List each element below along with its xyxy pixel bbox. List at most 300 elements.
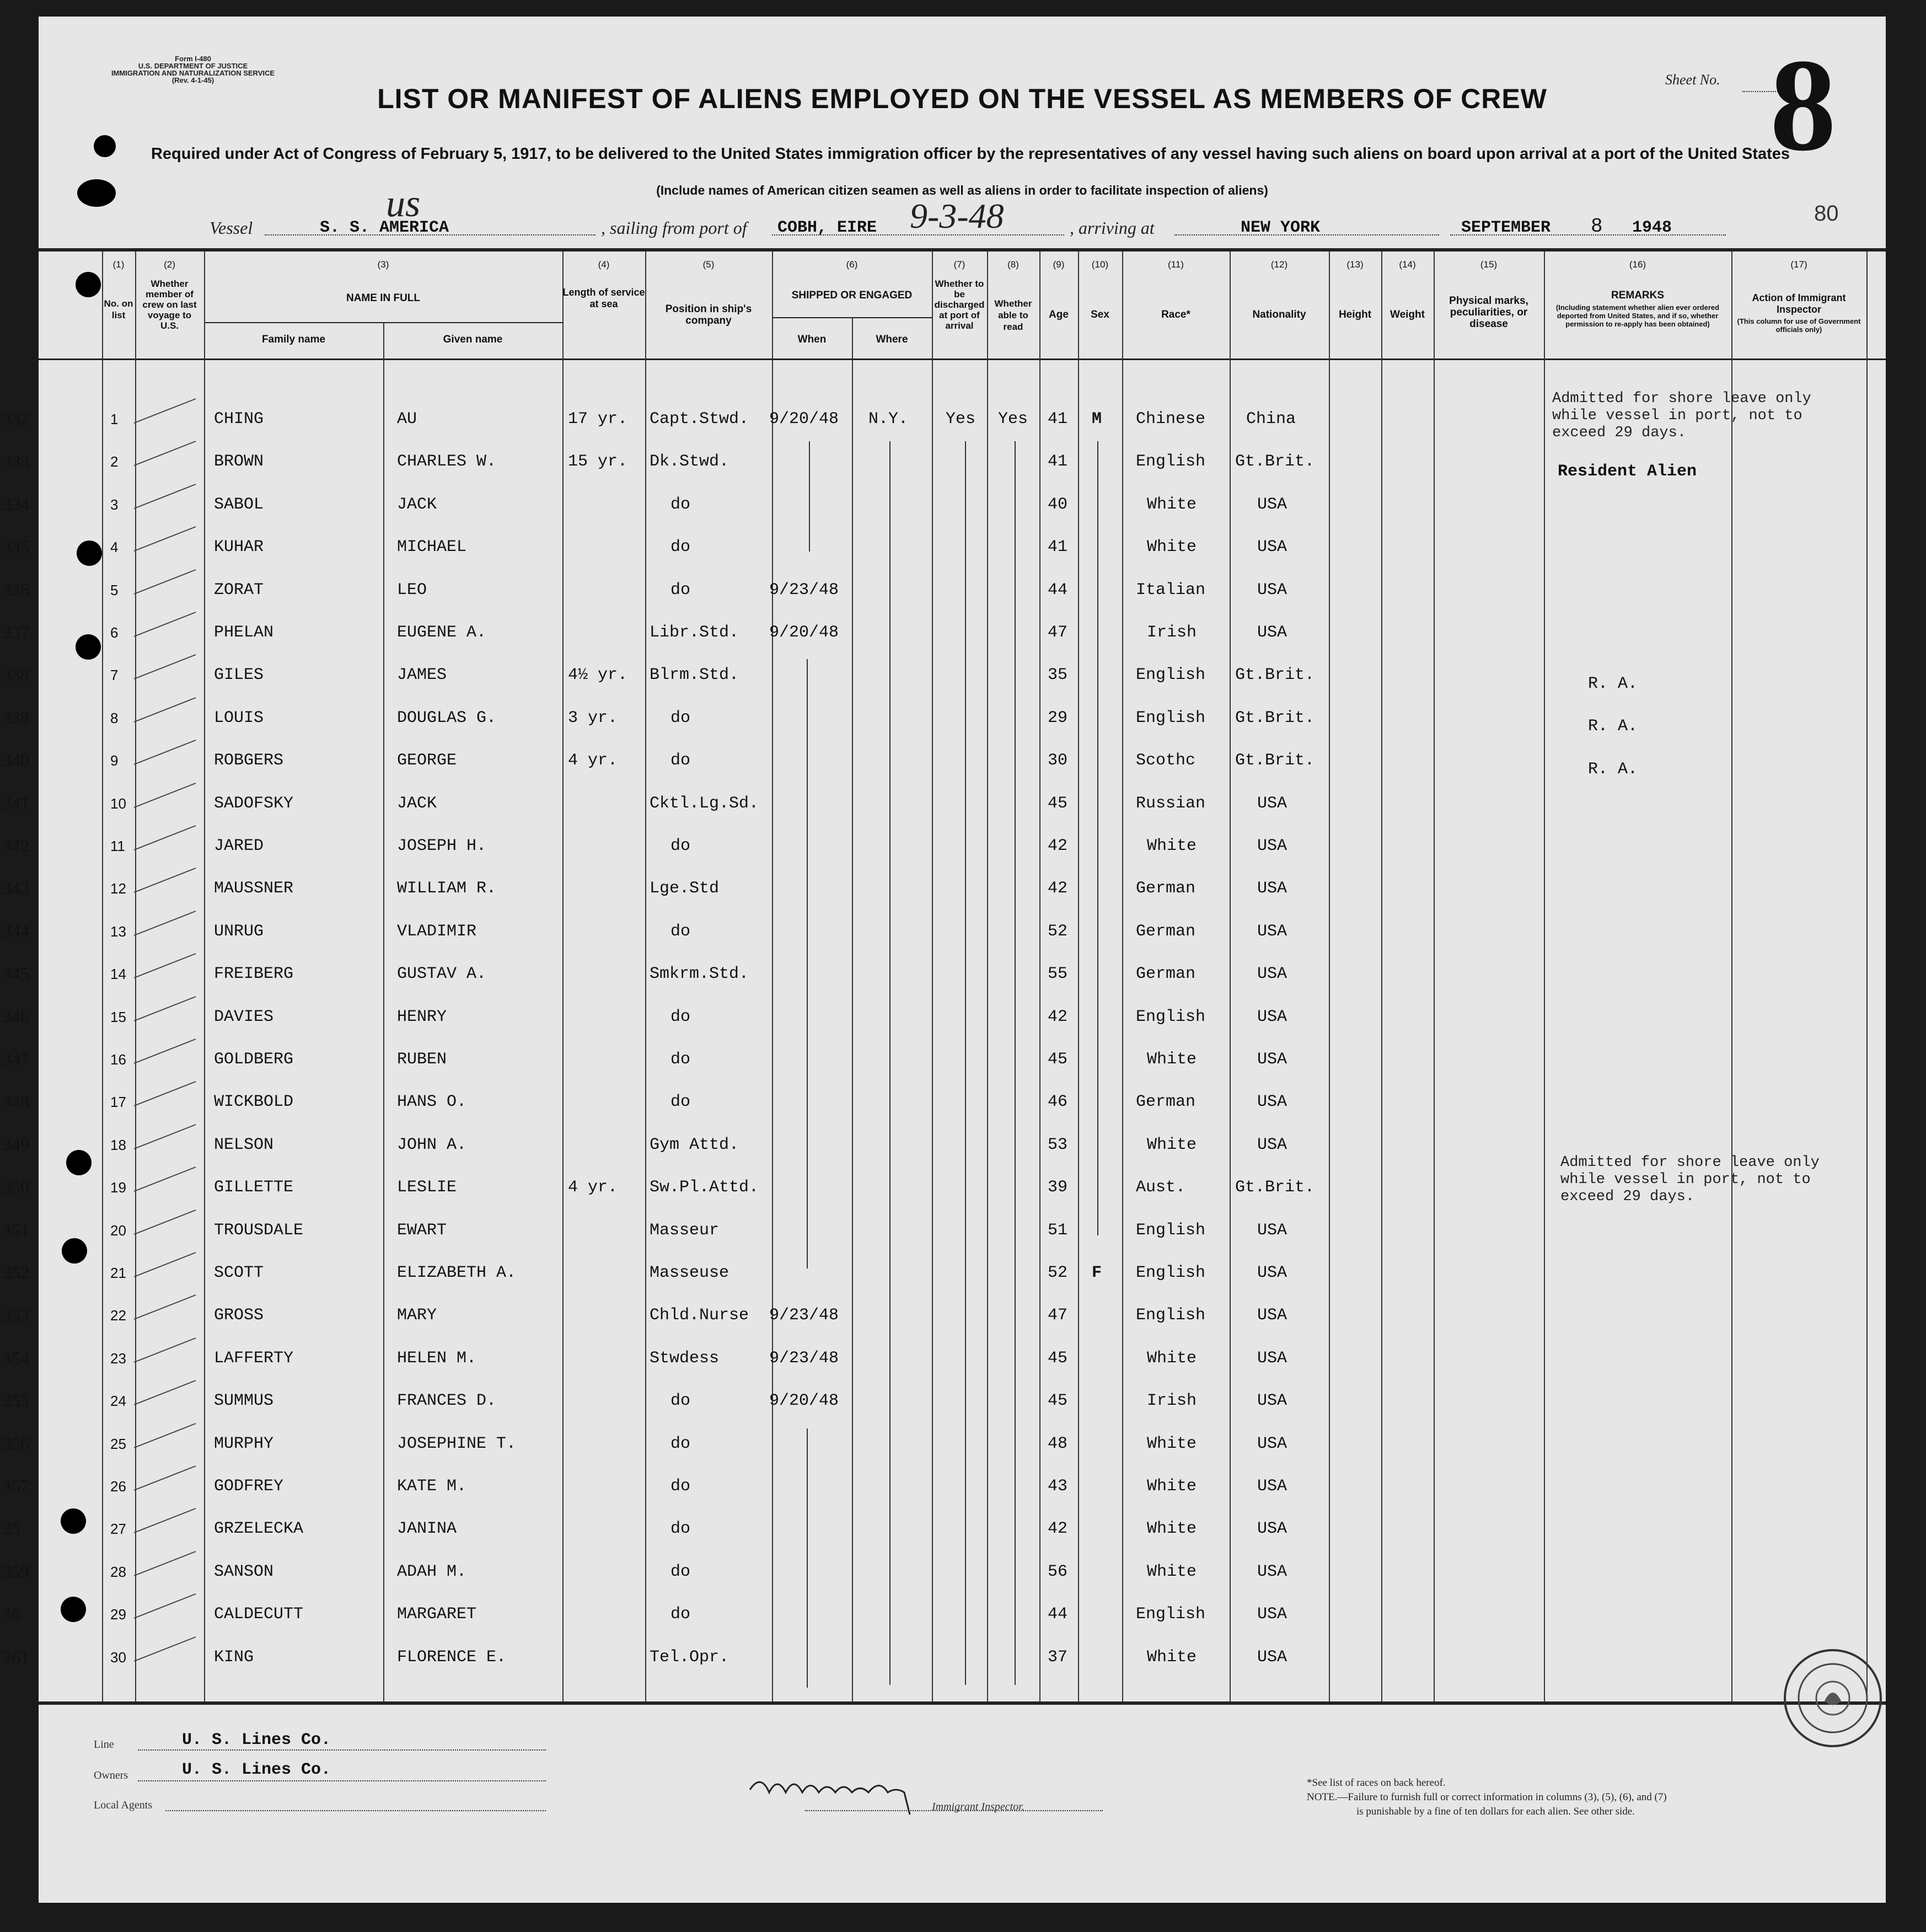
owners-value: U. S. Lines Co. xyxy=(182,1760,331,1779)
page-title: LIST OR MANIFEST OF ALIENS EMPLOYED ON THE VESSEL AS MEMBERS OF CREW xyxy=(377,83,1547,114)
col-num: (3) xyxy=(377,259,389,270)
list-number: 28 xyxy=(110,1564,126,1580)
length-of-service: 3 yr. xyxy=(568,709,618,727)
list-number: 4 xyxy=(110,539,119,555)
col-header-physical-marks: Physical marks, peculiarities, or disease xyxy=(1449,295,1528,330)
line-label: Line xyxy=(94,1738,114,1751)
col-header-given-name: Given name xyxy=(443,334,503,345)
given-name: CHARLES W. xyxy=(397,452,497,471)
arrival-day: 8 xyxy=(1591,215,1603,238)
tick-mark xyxy=(130,693,201,732)
tick-mark xyxy=(130,1163,201,1201)
list-number: 20 xyxy=(110,1222,126,1239)
list-number: 19 xyxy=(110,1179,126,1196)
handwritten-date: 9-3-48 xyxy=(910,196,1004,236)
nationality: Gt.Brit. xyxy=(1235,1178,1315,1197)
consulate-seal xyxy=(1784,1649,1882,1747)
family-name: KUHAR xyxy=(214,538,264,556)
family-name: GILLETTE xyxy=(214,1178,294,1197)
family-name: DAVIES xyxy=(214,1008,274,1026)
page-annotation: 80 xyxy=(1814,201,1839,226)
inspector-label: Immigrant Inspector. xyxy=(932,1801,1024,1813)
race: German xyxy=(1136,1093,1196,1111)
tick-mark xyxy=(130,779,201,817)
given-name: MARY xyxy=(397,1306,437,1325)
given-name: ELIZABETH A. xyxy=(397,1264,517,1282)
age: 41 xyxy=(1048,452,1068,471)
position: Stwdess xyxy=(650,1349,720,1368)
race: German xyxy=(1136,879,1196,898)
given-name: JOHN A. xyxy=(397,1136,467,1154)
given-name: HENRY xyxy=(397,1008,447,1026)
nationality: USA xyxy=(1257,623,1287,642)
race: White xyxy=(1147,1477,1197,1496)
form-identifier: Form I-480 U.S. DEPARTMENT OF JUSTICE IMMIGRATION AND NATURALIZATION SERVICE (Rev. 4-1-45) xyxy=(111,55,275,84)
col-num: (6) xyxy=(846,259,858,270)
age: 45 xyxy=(1048,1392,1068,1410)
tick-mark xyxy=(130,522,201,561)
handwritten-line-number: 356 xyxy=(3,1433,29,1453)
family-name: NELSON xyxy=(214,1136,274,1154)
given-name: JOSEPHINE T. xyxy=(397,1435,517,1453)
col-header-action-note: (This column for use of Government officials only) xyxy=(1737,317,1861,334)
tick-mark xyxy=(130,1248,201,1287)
nationality: Gt.Brit. xyxy=(1235,709,1315,727)
family-name: ROBGERS xyxy=(214,751,284,770)
nationality: USA xyxy=(1257,581,1287,600)
sheet-number: 8 xyxy=(1770,31,1836,178)
list-number: 18 xyxy=(110,1137,126,1153)
vessel-label: Vessel xyxy=(210,218,253,238)
nationality: Gt.Brit. xyxy=(1235,666,1315,684)
col-header-remarks: REMARKS xyxy=(1611,290,1665,301)
race: English xyxy=(1136,1264,1206,1282)
family-name: GOLDBERG xyxy=(214,1050,294,1069)
list-number: 10 xyxy=(110,795,126,812)
manifest-sheet xyxy=(3,17,1886,1903)
col-num: (9) xyxy=(1053,259,1065,270)
family-name: BROWN xyxy=(214,452,264,471)
length-of-service: 17 yr. xyxy=(568,410,628,429)
position: Smkrm.Std. xyxy=(650,965,749,983)
age: 42 xyxy=(1048,837,1068,855)
col-num: (5) xyxy=(702,259,715,270)
length-of-service: 4 yr. xyxy=(568,751,618,770)
remark-ra-1: R. A. xyxy=(1588,675,1638,693)
col-num: (2) xyxy=(164,259,175,270)
col-header-previous-voyage: Whether member of crew on last voyage to U.S. xyxy=(142,279,197,331)
sailing-label: , sailing from port of xyxy=(601,218,747,238)
family-name: FREIBERG xyxy=(214,965,294,983)
shipped-when: 9/23/48 xyxy=(769,581,839,600)
punch-hole xyxy=(61,1508,86,1534)
list-number: 27 xyxy=(110,1521,126,1537)
age: 40 xyxy=(1048,495,1068,514)
list-number: 22 xyxy=(110,1307,126,1324)
tick-mark xyxy=(130,650,201,689)
age: 39 xyxy=(1048,1178,1068,1197)
tick-mark xyxy=(130,949,201,988)
tick-mark xyxy=(130,864,201,902)
given-name: JACK xyxy=(397,794,437,813)
discharged: Yes xyxy=(946,410,976,429)
remark-ra-3: R. A. xyxy=(1588,760,1638,779)
handwritten-line-number: 332 xyxy=(3,409,29,429)
handwritten-line-number: 340 xyxy=(3,750,29,770)
race: English xyxy=(1136,452,1206,471)
family-name: KING xyxy=(214,1648,254,1667)
given-name: FRANCES D. xyxy=(397,1392,497,1410)
age: 55 xyxy=(1048,965,1068,983)
age: 47 xyxy=(1048,623,1068,642)
tick-mark xyxy=(130,1376,201,1415)
length-of-service: 4 yr. xyxy=(568,1178,618,1197)
shipped-when: 9/23/48 xyxy=(769,1349,839,1368)
list-number: 30 xyxy=(110,1649,126,1666)
handwritten-line-number: 349 xyxy=(3,1134,29,1154)
given-name: JACK xyxy=(397,495,437,514)
family-name: GROSS xyxy=(214,1306,264,1325)
given-name: JAMES xyxy=(397,666,447,684)
tick-mark xyxy=(130,1334,201,1372)
nationality: USA xyxy=(1257,1392,1287,1410)
tick-mark xyxy=(130,437,201,475)
family-name: ZORAT xyxy=(214,581,264,600)
age: 35 xyxy=(1048,666,1068,684)
race: English xyxy=(1136,666,1206,684)
sex: M xyxy=(1092,410,1102,429)
handwritten-line-number: 339 xyxy=(3,708,29,727)
handwritten-line-number: 347 xyxy=(3,1049,29,1069)
nationality: USA xyxy=(1257,837,1287,855)
given-name: MARGARET xyxy=(397,1605,477,1624)
nationality: Gt.Brit. xyxy=(1235,452,1315,471)
handwritten-line-number: 338 xyxy=(3,665,29,684)
punch-hole xyxy=(61,1597,86,1622)
tick-mark xyxy=(130,480,201,518)
position: Tel.Opr. xyxy=(650,1648,729,1667)
race: White xyxy=(1147,1435,1197,1453)
nationality: USA xyxy=(1257,1562,1287,1581)
given-name: FLORENCE E. xyxy=(397,1648,507,1667)
given-name: EUGENE A. xyxy=(397,623,487,642)
punch-hole xyxy=(76,272,101,297)
handwritten-line-number: 348 xyxy=(3,1091,29,1111)
family-name: CALDECUTT xyxy=(214,1605,304,1624)
nationality: USA xyxy=(1257,1136,1287,1154)
col-header-when: When xyxy=(797,334,827,345)
list-number: 9 xyxy=(110,752,119,769)
col-header-able-to-read: Whether able to read xyxy=(994,298,1032,332)
shipped-when: 9/20/48 xyxy=(769,623,839,642)
handwritten-line-number: 346 xyxy=(3,1007,29,1026)
tick-mark xyxy=(130,1590,201,1628)
race: German xyxy=(1136,965,1196,983)
handwritten-line-number: 361 xyxy=(3,1647,29,1667)
family-name: GODFREY xyxy=(214,1477,284,1496)
tick-mark xyxy=(130,1504,201,1543)
race: English xyxy=(1136,1221,1206,1240)
handwritten-line-number: 337 xyxy=(3,622,29,642)
list-number: 24 xyxy=(110,1393,126,1409)
list-number: 23 xyxy=(110,1350,126,1367)
race: Chinese xyxy=(1136,410,1206,429)
given-name: AU xyxy=(397,410,417,429)
tick-mark xyxy=(130,736,201,774)
col-num: (8) xyxy=(1007,259,1019,270)
given-name: HANS O. xyxy=(397,1093,467,1111)
handwritten-vessel-note: us xyxy=(386,183,421,225)
family-name: SUMMUS xyxy=(214,1392,274,1410)
tick-mark xyxy=(130,1035,201,1073)
col-header-sex: Sex xyxy=(1091,309,1109,320)
handwritten-line-number: 355 xyxy=(3,1390,29,1410)
nationality: USA xyxy=(1257,922,1287,941)
punch-hole xyxy=(77,179,116,207)
nationality: USA xyxy=(1257,1093,1287,1111)
handwritten-line-number: 335 xyxy=(3,537,29,556)
age: 42 xyxy=(1048,1519,1068,1538)
vessel-name: S. S. AMERICA xyxy=(320,218,449,237)
position: Gym Attd. xyxy=(650,1136,739,1154)
col-num: (16) xyxy=(1629,259,1646,270)
age: 48 xyxy=(1048,1435,1068,1453)
position: Blrm.Std. xyxy=(650,666,739,684)
col-header-where: Where xyxy=(876,334,908,345)
family-name: SABOL xyxy=(214,495,264,514)
given-name: RUBEN xyxy=(397,1050,447,1069)
family-name: SANSON xyxy=(214,1562,274,1581)
given-name: JANINA xyxy=(397,1519,457,1538)
arriving-label: , arriving at xyxy=(1070,218,1155,238)
list-number: 16 xyxy=(110,1051,126,1068)
arrival-year: 1948 xyxy=(1632,218,1672,237)
subtitle: Required under Act of Congress of February 5, 1917, to be delivered to the United States immigration officer by the representatives of any vessel having such aliens on board upon arrival at a port of the United States xyxy=(151,145,1790,163)
age: 42 xyxy=(1048,1008,1068,1026)
col-num: (14) xyxy=(1399,259,1416,270)
col-header-no: No. on list xyxy=(104,298,133,320)
position: do xyxy=(670,922,691,941)
position: Chld.Nurse xyxy=(650,1306,749,1325)
family-name: GILES xyxy=(214,666,264,684)
given-name: VLADIMIR xyxy=(397,922,477,941)
position: do xyxy=(670,1519,691,1538)
sailing-port: COBH, EIRE xyxy=(777,218,877,237)
tick-mark xyxy=(130,1120,201,1159)
position: Cktl.Lg.Sd. xyxy=(650,794,759,813)
nationality: USA xyxy=(1257,1477,1287,1496)
given-name: LEO xyxy=(397,581,427,600)
handwritten-line-number: 336 xyxy=(3,580,29,600)
given-name: KATE M. xyxy=(397,1477,467,1496)
col-header-discharged: Whether to be discharged at port of arrival xyxy=(934,279,985,331)
shipped-where: N.Y. xyxy=(868,410,909,429)
race: White xyxy=(1147,1562,1197,1581)
race: Italian xyxy=(1136,581,1206,600)
tick-mark xyxy=(130,1419,201,1458)
agents-label: Local Agents xyxy=(94,1799,153,1811)
position: do xyxy=(670,751,691,770)
race: German xyxy=(1136,922,1196,941)
tick-mark xyxy=(130,608,201,646)
age: 44 xyxy=(1048,581,1068,600)
age: 52 xyxy=(1048,922,1068,941)
age: 30 xyxy=(1048,751,1068,770)
list-number: 15 xyxy=(110,1009,126,1025)
tick-mark xyxy=(130,1633,201,1671)
position: do xyxy=(670,581,691,600)
col-header-race: Race* xyxy=(1161,309,1190,320)
remark-shore-leave-1: Admitted for shore leave only while vessel in port, not to exceed 29 days. xyxy=(1552,390,1811,441)
col-header-remarks-note: (Including statement whether alien ever ordered deported from United States, and if so, whether permission to re-apply has been obtained) xyxy=(1555,303,1720,328)
position: do xyxy=(670,1050,691,1069)
tick-mark xyxy=(130,1077,201,1116)
footer-note: *See list of races on back hereof. NOTE.—Failure to furnish full or correct information in columns (3), (5), (6), and (7) is punishable by a fine of ten dollars for each alien. See other side. xyxy=(1307,1777,1667,1817)
nationality: USA xyxy=(1257,1221,1287,1240)
race: White xyxy=(1147,1519,1197,1538)
family-name: JARED xyxy=(214,837,264,855)
age: 45 xyxy=(1048,1349,1068,1368)
age: 53 xyxy=(1048,1136,1068,1154)
age: 45 xyxy=(1048,1050,1068,1069)
handwritten-line-number: 350 xyxy=(3,1177,29,1197)
position: Libr.Std. xyxy=(650,623,739,642)
position: Capt.Stwd. xyxy=(650,410,749,429)
list-number: 2 xyxy=(110,453,119,470)
nationality: USA xyxy=(1257,1648,1287,1667)
col-header-family-name: Family name xyxy=(261,334,326,345)
able-to-read: Yes xyxy=(998,410,1028,429)
nationality: USA xyxy=(1257,1519,1287,1538)
list-number: 12 xyxy=(110,880,126,897)
handwritten-line-number: 357 xyxy=(3,1476,29,1496)
punch-hole xyxy=(62,1238,87,1264)
age: 41 xyxy=(1048,410,1068,429)
col-header-nationality: Nationality xyxy=(1252,309,1306,320)
list-number: 13 xyxy=(110,923,126,940)
position: Dk.Stwd. xyxy=(650,452,729,471)
race: White xyxy=(1147,837,1197,855)
tick-mark xyxy=(130,1547,201,1586)
family-name: MAUSSNER xyxy=(214,879,294,898)
col-header-position: Position in ship's company xyxy=(665,303,752,327)
handwritten-line-number: 359 xyxy=(3,1561,29,1581)
position: do xyxy=(670,1093,691,1111)
race: Aust. xyxy=(1136,1178,1186,1197)
col-header-height: Height xyxy=(1338,309,1372,320)
list-number: 14 xyxy=(110,966,126,982)
age: 37 xyxy=(1048,1648,1068,1667)
tick-mark xyxy=(130,1462,201,1500)
race: English xyxy=(1136,709,1206,727)
col-num: (13) xyxy=(1346,259,1364,270)
handwritten-line-number: 345 xyxy=(3,964,29,983)
length-of-service: 4½ yr. xyxy=(568,666,628,684)
family-name: MURPHY xyxy=(214,1435,274,1453)
shipped-when: 9/20/48 xyxy=(769,1392,839,1410)
list-number: 11 xyxy=(110,838,125,854)
race: Irish xyxy=(1147,1392,1197,1410)
nationality: USA xyxy=(1257,538,1287,556)
col-header-length-of-service: Length of service at sea xyxy=(562,287,645,309)
family-name: LOUIS xyxy=(214,709,264,727)
nationality: USA xyxy=(1257,1306,1287,1325)
given-name: JOSEPH H. xyxy=(397,837,487,855)
handwritten-line-number: 333 xyxy=(3,451,29,471)
punch-hole xyxy=(77,540,102,566)
col-num: (12) xyxy=(1270,259,1288,270)
col-header-action: Action of Immigrant Inspector xyxy=(1752,292,1846,315)
col-num: (1) xyxy=(112,259,125,270)
col-num: (17) xyxy=(1790,259,1807,270)
arrival-month: SEPTEMBER xyxy=(1461,218,1551,237)
family-name: SADOFSKY xyxy=(214,794,294,813)
age: 29 xyxy=(1048,709,1068,727)
col-header-weight: Weight xyxy=(1390,309,1425,320)
handwritten-line-number: 341 xyxy=(3,793,29,813)
race: White xyxy=(1147,495,1197,514)
position: Masseur xyxy=(650,1221,720,1240)
family-name: TROUSDALE xyxy=(214,1221,304,1240)
col-num: (15) xyxy=(1480,259,1498,270)
race: Irish xyxy=(1147,623,1197,642)
given-name: EWART xyxy=(397,1221,447,1240)
list-number: 21 xyxy=(110,1265,126,1281)
position: do xyxy=(670,837,691,855)
nationality: USA xyxy=(1257,1050,1287,1069)
given-name: GEORGE xyxy=(397,751,457,770)
position: do xyxy=(670,1562,691,1581)
family-name: WICKBOLD xyxy=(214,1093,294,1111)
tick-mark xyxy=(130,1291,201,1329)
family-name: LAFFERTY xyxy=(214,1349,294,1368)
arrival-port: NEW YORK xyxy=(1241,218,1321,237)
nationality: China xyxy=(1246,410,1296,429)
punch-hole xyxy=(94,135,116,157)
nationality: USA xyxy=(1257,1008,1287,1026)
tick-mark xyxy=(130,565,201,604)
list-number: 7 xyxy=(110,667,119,683)
shipped-when: 9/23/48 xyxy=(769,1306,839,1325)
sheet-number-label: Sheet No. xyxy=(1665,72,1720,88)
col-header-shipped: SHIPPED OR ENGAGED xyxy=(791,290,913,301)
list-number: 8 xyxy=(110,710,119,726)
given-name: HELEN M. xyxy=(397,1349,477,1368)
age: 52 xyxy=(1048,1264,1068,1282)
family-name: SCOTT xyxy=(214,1264,264,1282)
sex: F xyxy=(1092,1264,1102,1282)
nationality: USA xyxy=(1257,794,1287,813)
nationality: USA xyxy=(1257,1605,1287,1624)
position: do xyxy=(670,495,691,514)
list-number: 17 xyxy=(110,1094,126,1110)
age: 56 xyxy=(1048,1562,1068,1581)
handwritten-line-number: 351 xyxy=(3,1220,29,1240)
race: White xyxy=(1147,538,1197,556)
col-num: (10) xyxy=(1091,259,1109,270)
position: do xyxy=(670,538,691,556)
given-name: MICHAEL xyxy=(397,538,467,556)
handwritten-line-number: 342 xyxy=(3,836,29,855)
race: Scothc xyxy=(1136,751,1196,770)
handwritten-line-number: 35 xyxy=(3,1518,20,1538)
list-number: 25 xyxy=(110,1436,126,1452)
remark-ra-2: R. A. xyxy=(1588,717,1638,736)
given-name: WILLIAM R. xyxy=(397,879,497,898)
family-name: UNRUG xyxy=(214,922,264,941)
list-number: 29 xyxy=(110,1606,126,1623)
punch-hole xyxy=(66,1150,92,1175)
